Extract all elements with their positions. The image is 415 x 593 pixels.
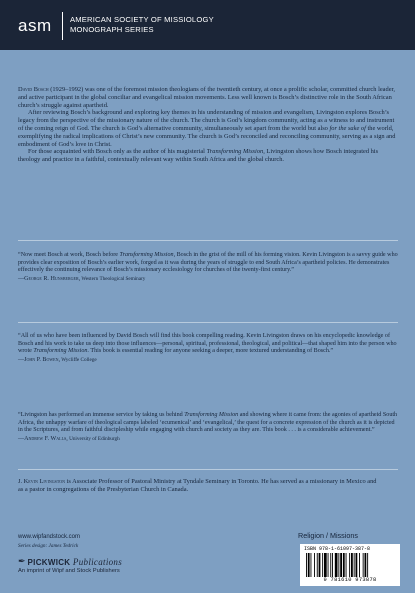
- endorsement-emphasis: Transforming Mission: [33, 348, 88, 354]
- divider-line: [18, 322, 398, 323]
- barcode-stripe: [346, 553, 347, 577]
- publisher-website: www.wipfandstock.com: [18, 534, 81, 540]
- endorsement-text-a: “Livingston has performed an immense service by taking us behind: [18, 412, 185, 418]
- barcode-stripe: [351, 553, 353, 577]
- subject-name: David Bosch: [18, 86, 49, 93]
- barcode-stripe: [311, 553, 312, 577]
- barcode-stripe: [340, 553, 342, 577]
- description-text-3b: , Livingston shows how Bosch integrated his theology and practice in a faithful, contextually relevant way within South Africa and the global church.: [18, 148, 379, 164]
- endorser: [18, 357, 398, 365]
- endorsement-text-a: “Now meet Bosch at work, Bosch before: [18, 252, 120, 258]
- description-text-2b: the world, exemplifying the radical implications of Christ’s new community. The church is God’s reconciled and reconciling community, serving as a sign and embodiment of God’s love in Christ.: [18, 124, 396, 148]
- barcode-number: 9 781610 973878: [323, 577, 377, 583]
- barcode-stripe: [365, 553, 367, 577]
- barcode-stripe: [317, 553, 318, 577]
- endorsement-text-b: , Bosch in the grist of the mill of his forming vision. Kevin Livingston is a savvy guide who provides clear exposition of Bosch’s earlier work, forged as it was during the years of struggle to end South Africa’s apartheid policies. He demonstrates effectively the continuing relevance of Bosch’s missionary ecclesiology for churches of the twenty-first century.”: [18, 252, 398, 273]
- series-line-2: MONOGRAPH SERIES: [70, 25, 154, 34]
- series-design-credit: Series design: James Tedrick: [18, 543, 79, 549]
- endorser: [18, 436, 398, 444]
- endorsement-emphasis: Transforming Mission: [184, 412, 239, 418]
- isbn-text: ISBN 978-1-61097-387-8: [304, 546, 371, 552]
- barcode-stripe: [308, 553, 310, 577]
- series-title: [70, 15, 214, 35]
- barcode-stripe: [343, 553, 345, 577]
- barcode-stripe: [335, 553, 338, 577]
- description-paragraph-3: [18, 148, 398, 164]
- endorsement-text: [18, 412, 398, 435]
- endorsement-text: [18, 333, 398, 356]
- endorsement-text-b: . This book is essential reading for anyone seeking a deeper, more textured understanding of Bosch.”: [87, 348, 334, 354]
- barcode-stripe: [359, 553, 360, 577]
- publisher-name: [28, 557, 122, 567]
- series-line-1: AMERICAN SOCIETY OF MISSIOLOGY: [70, 15, 214, 24]
- barcode-stripe: [356, 553, 358, 577]
- endorsement-3: [18, 412, 398, 443]
- pickwick-icon: ✒: [18, 556, 26, 566]
- divider-line: [18, 469, 398, 470]
- endorser-name: —Andrew F. Walls,: [18, 435, 68, 442]
- endorsement-1: [18, 252, 398, 283]
- barcode-stripe: [306, 553, 307, 577]
- barcode-stripe: [363, 553, 364, 577]
- endorser-name: —John P. Bowen,: [18, 356, 60, 363]
- endorsement-text-b: and showing where it came from: the agonies of apartheid South Africa, the unhappy warfare of theological camps labeled ‘ecumenical’ and ‘evangelical,’ the quest for a concrete expression of the church as it is depicted in the Scriptures, and from faithful discipleship while engaging with church and society as they are. This book . . . is a considerable achievement.”: [18, 412, 398, 433]
- endorsement-emphasis: Transforming Mission: [119, 252, 174, 258]
- barcode-stripe: [314, 553, 315, 577]
- barcode-stripe: [330, 553, 331, 577]
- barcode-stripe: [367, 553, 368, 577]
- barcode: [300, 544, 400, 586]
- publisher-name-b: Publications: [72, 556, 123, 567]
- barcode-stripe: [324, 553, 327, 577]
- logo-divider: [62, 12, 63, 40]
- description-emphasis-2: for the sake of: [329, 124, 366, 132]
- description-text-3a: For those acquainted with Bosch only as the author of his magisterial: [28, 148, 207, 156]
- endorser-affiliation: Wycliffe College: [60, 356, 97, 363]
- endorser-affiliation: University of Edinburgh: [67, 435, 120, 442]
- description-text-1: (1929–1992) was one of the foremost mission theologians of the twentieth century, at once a prolific scholar, committed church leader, and active participant in the global conciliar and evangelical mission movements. Less well known is Bosch’s distinctive role in the South African church’s struggle against apartheid.: [18, 86, 396, 109]
- description-paragraph-2: [18, 109, 398, 148]
- barcode-stripe: [322, 553, 323, 577]
- description-emphasis-3: Transforming Mission: [206, 148, 264, 156]
- endorsement-text: [18, 252, 398, 275]
- endorser: [18, 276, 398, 284]
- barcode-stripe: [319, 553, 321, 577]
- subject-category: Religion / Missions: [298, 531, 358, 540]
- barcode-stripe: [338, 553, 339, 577]
- asm-logo: asm: [18, 16, 52, 35]
- description-paragraph-1: [18, 86, 398, 109]
- endorser-name: —George R. Hunsberger,: [18, 275, 81, 282]
- author-bio: [18, 478, 378, 494]
- barcode-stripe: [349, 553, 350, 577]
- series-header: [0, 0, 415, 50]
- endorser-affiliation: Western Theological Seminary: [80, 275, 146, 282]
- publisher-logo: [18, 556, 122, 567]
- author-name: J. Kevin Livingston: [18, 478, 66, 485]
- barcode-stripe: [332, 553, 333, 577]
- author-bio-text: is Associate Professor of Pastoral Ministry at Tyndale Seminary in Toronto. He has served as a missionary in Mexico and as a pastor in congregations of the Presbyterian Church in Canada.: [18, 478, 377, 493]
- divider-line: [18, 240, 398, 241]
- barcode-bars: [304, 553, 396, 577]
- endorsement-text-a: “All of us who have been influenced by David Bosch will find this book compelling reading. Kevin Livingston draws on his encyclopedic knowledge of Bosch and his work to take us deep into those influences—personal, spiritual, professional, theological, and political—that shaped him into the person who wrote: [18, 333, 397, 354]
- barcode-stripe: [328, 553, 329, 577]
- endorsement-2: [18, 333, 398, 364]
- description-text-2a: After reviewing Bosch’s background and exploring key themes in his understanding of mission and evangelism, Livingston explores Bosch’s legacy from the perspective of the missionary nature of the church. The church is God’s kingdom community, acting as a witness to and instrument of the coming reign of God. The church is God’s alternative community, simultaneously set apart from the world but also: [18, 109, 395, 132]
- imprint-line: An imprint of Wipf and Stock Publishers: [18, 568, 120, 574]
- publisher-name-a: PICKWICK: [27, 557, 73, 567]
- barcode-stripe: [354, 553, 355, 577]
- book-description: [18, 86, 398, 164]
